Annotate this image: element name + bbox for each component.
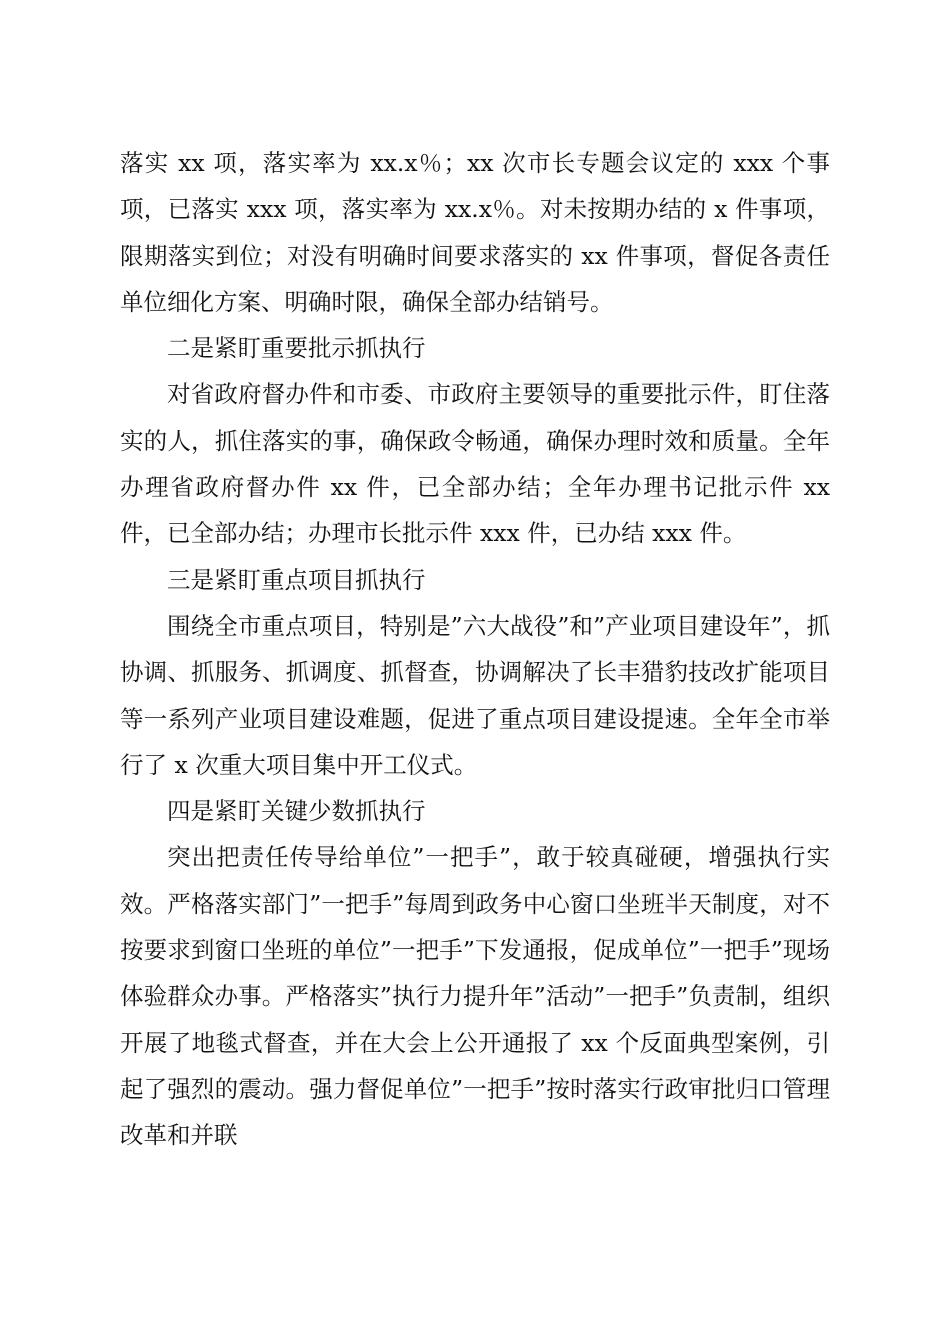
paragraph-instructions: 对省政府督办件和市委、市政府主要领导的重要批示件，盯住落实的人，抓住落实的事，确保政令畅通，确保办理时效和质量。全年办理省政府督办件 xx 件，已全部办结；全年办理书记批示件 xx 件，已全部办结；办理市长批示件 xxx 件，已办结 xxx 件。 [120,380,830,548]
section-heading-4: 四是紧盯关键少数抓执行 [167,797,426,826]
paragraph-key-leaders: 突出把责任传导给单位”一把手”，敢于较真碰硬，增强执行实效。严格落实部门”一把手”每周到政务中心窗口坐班半天制度，对不按要求到窗口坐班的单位”一把手”下发通报，促成单位”一把手”现场体验群众办事。严格落实”执行力提升年”活动”一把手”负责制，组织开展了地毯式督查，并在大会上公开通报了 xx 个反面典型案例，引起了强烈的震动。强力督促单位”一把手”按时落实行政审批归口管理改革和并联 [120,843,830,1150]
section-heading-3: 三是紧盯重点项目抓执行 [167,565,426,594]
section-heading-2: 二是紧盯重要批示抓执行 [167,334,426,363]
paragraph-key-projects: 围绕全市重点项目，特别是”六大战役”和”产业项目建设年”，抓协调、抓服务、抓调度、抓督查，协调解决了长丰猎豹技改扩能项目等一系列产业项目建设难题，促进了重点项目建设提速。全年全市举行了 x 次重大项目集中开工仪式。 [120,611,830,779]
paragraph-continuation: 落实 xx 项，落实率为 xx.x％；xx 次市长专题会议定的 xxx 个事项，已落实 xxx 项，落实率为 xx.x％。对未按期办结的 x 件事项，限期落实到位；对没有明确时间要求落实的 xx 件事项，督促各责任单位细化方案、明确时限，确保全部办结销号。 [120,149,830,316]
document-body [120,140,830,1159]
